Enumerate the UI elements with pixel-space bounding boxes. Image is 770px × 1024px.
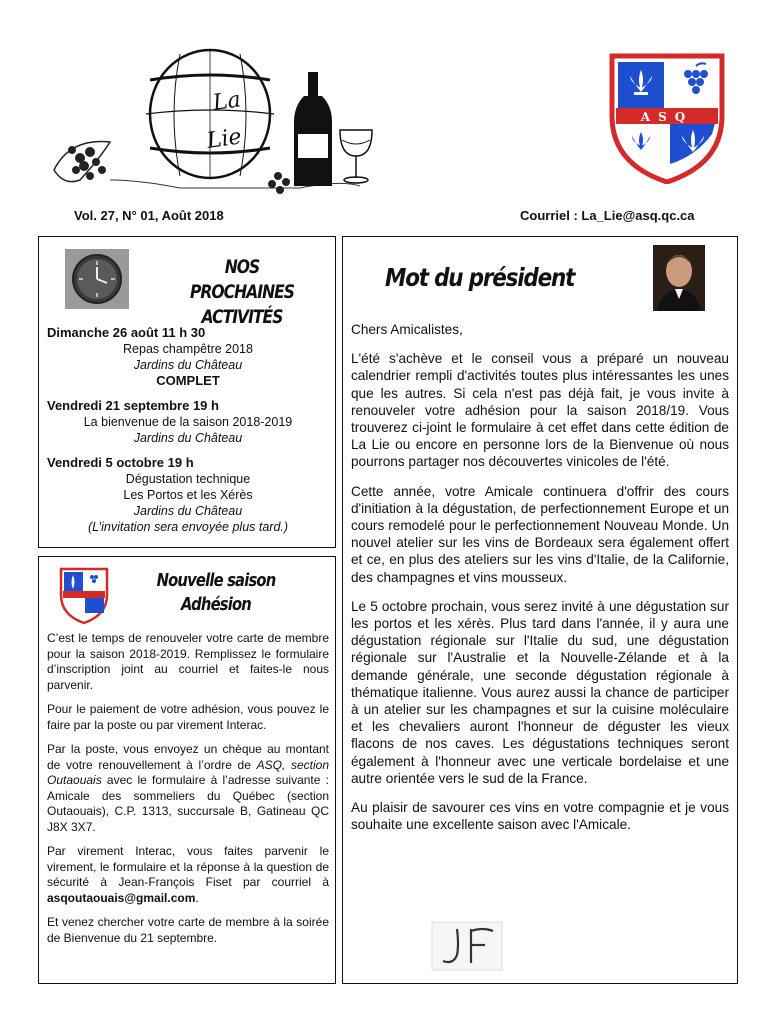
event-date: Vendredi 5 octobre 19 h: [47, 455, 194, 470]
membership-text: [47, 631, 329, 955]
contact-email: asqoutaouais@gmail.com: [47, 890, 196, 905]
paragraph: Pour le paiement de votre adhésion, vous pouvez le faire par la poste ou par virement Interac.: [47, 702, 329, 732]
masthead-lie-text: Lie: [205, 124, 244, 154]
paragraph: Par la poste, vous envoyez un chèque au montant de votre renouvellement à l’ordre de ASQ, section Outaouais avec le formulaire à l’adresse suivante : Amicale des sommeliers du Québec (section Outaouais), C.P. 1313, succursale B, Gatineau QC J8X 3X7.: [47, 742, 329, 834]
event-description: La bienvenue de la saison 2018-2019: [83, 415, 293, 429]
event-item: [47, 398, 329, 446]
event-venue: Jardins du Château: [133, 358, 243, 372]
president-portrait: [653, 245, 705, 311]
membership-renewal-box: [38, 556, 336, 984]
paragraph: C’est le temps de renouveler votre carte de membre pour la saison 2018-2019. Remplissez le formulaire d’inscription joint au courriel et faites-le nous parvenir.: [47, 631, 329, 692]
masthead-barrel-illustration: [40, 30, 380, 210]
event-date: Vendredi 21 septembre 19 h: [47, 398, 219, 413]
president-title: Mot du président: [385, 263, 575, 292]
paragraph: Au plaisir de savourer ces vins en votre compagnie et je vous souhaite une excellente saison avec l'Amicale.: [351, 800, 729, 833]
paragraph: Le 5 octobre prochain, vous serez invité à une dégustation sur les portos et les xérès. Plus tard dans l'année, il y aura une dégustation régionale sur l'Italie du sud, une dégustation régionale sur l'Australie et la Nouvelle-Zélande et à la demande générale, une seconde dégustation régionale à thématique italienne. Vous aurez aussi la chance de participer à un atelier sur les champagnes et sur la cuisine moléculaire et les chevaliers auront l'honneur de déguster les vieux flacons de nos caves. Les dégustations techniques seront également à l'honneur avec une verticale bordelaise et une autre orientée vers le sud de la France.: [351, 598, 729, 786]
event-venue: Jardins du Château: [133, 504, 243, 518]
event-item: [47, 325, 329, 389]
masthead-la-text: La: [211, 87, 243, 116]
paragraph: Et venez chercher votre carte de membre à la soirée de Bienvenue du 21 septembre.: [47, 915, 329, 945]
event-status: COMPLET: [156, 373, 220, 388]
paragraph: L'été s'achève et le conseil vous a préparé un nouveau calendrier rempli d'activités toutes plus intéressantes les unes que les autres. Si cela n'est pas déjà fait, je vous invite à renouveler votre adhésion pour la saison 2018/19. Vous trouverez ci-joint le formulaire à cet effet dans cette édition de La Lie ou encore en personne lors de la Bienvenue où nous pourrons partager nos découvertes vinicoles de l'été.: [351, 351, 729, 470]
event-description: Dégustation technique: [125, 472, 251, 486]
paragraph: Cette année, votre Amicale continuera d'offrir des cours d'initiation à la dégustation, de perfectionnement Europe et un cours remodelé pour le perfectionnement Nouveau Monde. Un nouvel atelier sur les vins de Bordeaux sera également offert et ce, en plus des ateliers sur les vins d'Italie, de la Californie, des champagnes et vins mousseux.: [351, 483, 729, 585]
president-text: [351, 321, 729, 845]
president-message-box: [342, 236, 738, 984]
upcoming-activities-box: [38, 236, 336, 548]
event-list: [47, 325, 329, 544]
greeting: Chers Amicalistes,: [351, 322, 463, 337]
asq-crest-logo: [608, 52, 726, 184]
president-signature: [431, 921, 503, 971]
event-item: [47, 455, 329, 535]
membership-title: Nouvelle saison Adhésion: [156, 570, 276, 615]
crest-asq-text: ASQ: [640, 110, 694, 124]
event-description: Les Portos et les Xérès: [123, 488, 253, 502]
event-note: (L’invitation sera envoyée plus tard.): [87, 520, 289, 534]
activities-title: NOS PROCHAINES ACTIVITÉS: [189, 256, 295, 328]
paragraph: Par virement Interac, vous faites parvenir le virement, le formulaire et la réponse à la question de sécurité à Jean-François Fiset par courriel à asqoutaouais@gmail.com.: [47, 844, 329, 905]
asq-crest-small-icon: [59, 567, 109, 625]
event-date: Dimanche 26 août 11 h 30: [47, 325, 206, 340]
newsletter-email: Courriel : La_Lie@asq.qc.ca: [520, 208, 695, 223]
event-venue: Jardins du Château: [133, 431, 243, 445]
volume-issue-date: Vol. 27, N° 01, Août 2018: [74, 208, 224, 223]
event-description: Repas champêtre 2018: [123, 342, 253, 356]
clock-icon: [65, 249, 129, 309]
